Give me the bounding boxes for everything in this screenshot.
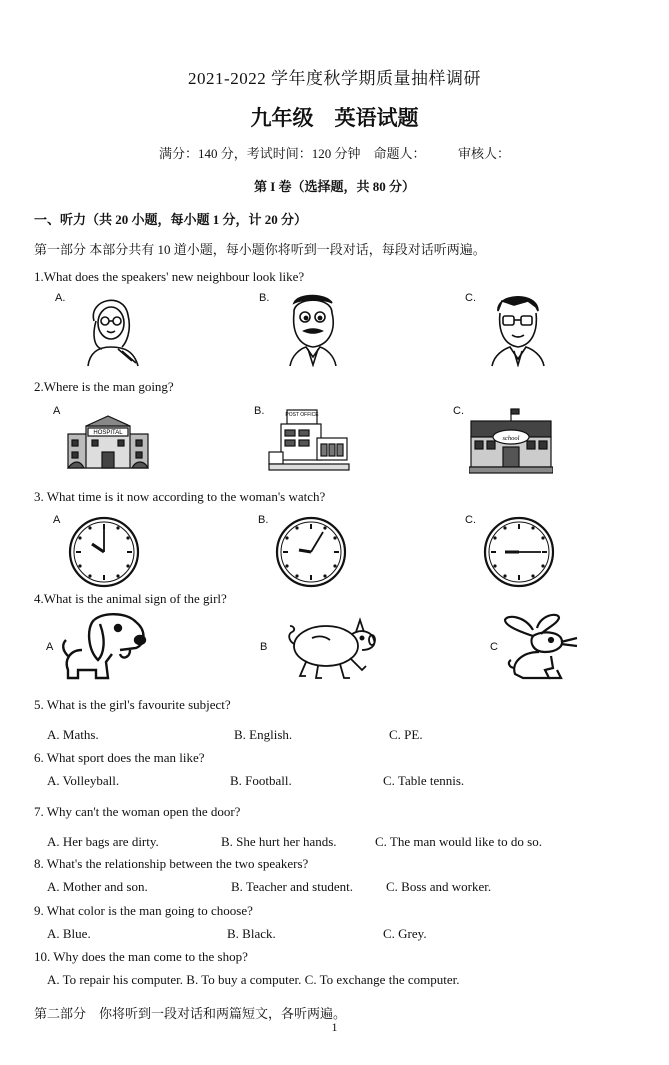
hospital-building-illustration bbox=[66, 412, 150, 470]
section-heading: 一、听力（共 20 小题，每小题 1 分，计 20 分） bbox=[34, 212, 308, 227]
question-4: 4.What is the animal sign of the girl? bbox=[34, 591, 227, 606]
option-b: B. English. bbox=[234, 727, 293, 742]
option-label: B bbox=[260, 641, 268, 653]
option-label: B. bbox=[258, 514, 269, 526]
rabbit-illustration bbox=[503, 612, 583, 684]
pig-illustration bbox=[282, 610, 378, 682]
option-a: A. Maths. bbox=[47, 727, 99, 742]
question-5: 5. What is the girl's favourite subject? bbox=[34, 697, 231, 712]
option-label: C. bbox=[465, 514, 476, 526]
question-2: 2.Where is the man going? bbox=[34, 379, 174, 394]
question-9: 9. What color is the man going to choose? bbox=[34, 903, 253, 918]
watch-c-illustration bbox=[483, 516, 555, 588]
question-8: 8. What's the relationship between the two speakers? bbox=[34, 856, 309, 871]
option-a: A. Mother and son. bbox=[47, 879, 148, 894]
option-c: C. PE. bbox=[389, 727, 423, 742]
option-label: A bbox=[53, 405, 61, 417]
option-b: B. Teacher and student. bbox=[231, 879, 353, 894]
page-number: 1 bbox=[331, 1020, 338, 1034]
school-sign: school bbox=[502, 435, 520, 442]
question-10: 10. Why does the man come to the shop? bbox=[34, 949, 248, 964]
question-1: 1.What does the speakers' new neighbour look like? bbox=[34, 269, 305, 284]
option-label: A bbox=[53, 514, 61, 526]
option-b: B. She hurt her hands. bbox=[221, 834, 337, 849]
option-label: C bbox=[490, 641, 498, 653]
option-c: C. Table tennis. bbox=[383, 773, 465, 788]
watch-b-illustration bbox=[275, 516, 347, 588]
part1-intro: 第一部分 本部分共有 10 道小题，每小题你将听到一段对话，每段对话听两遍。 bbox=[34, 242, 486, 257]
man-bald-mustache-illustration bbox=[286, 291, 340, 367]
option-label: C. bbox=[465, 292, 476, 304]
watch-a-illustration bbox=[68, 516, 140, 588]
question-3: 3. What time is it now according to the woman's watch? bbox=[34, 489, 326, 504]
school-building-illustration bbox=[469, 407, 553, 475]
post-office-sign: POST OFFICE bbox=[285, 412, 319, 418]
option-b: B. Black. bbox=[227, 926, 276, 941]
woman-with-glasses-illustration bbox=[78, 291, 148, 367]
exam-title: 2021-2022 学年度秋学期质量抽样调研 bbox=[188, 69, 481, 88]
question-6: 6. What sport does the man like? bbox=[34, 750, 205, 765]
option-a: A. Her bags are dirty. bbox=[47, 834, 159, 849]
option-label: A bbox=[46, 641, 54, 653]
part2-intro: 第二部分 你将听到一段对话和两篇短文，各听两遍。 bbox=[34, 1006, 347, 1021]
option-label: C. bbox=[453, 405, 464, 417]
volume-title: 第 I 卷（选择题，共 80 分） bbox=[253, 179, 416, 194]
option-c: C. Grey. bbox=[383, 926, 427, 941]
option-c: C. Boss and worker. bbox=[386, 879, 492, 894]
post-office-building-illustration bbox=[267, 408, 351, 474]
dog-illustration bbox=[60, 610, 150, 684]
option-label: A. bbox=[55, 292, 66, 304]
option-b: B. Football. bbox=[230, 773, 292, 788]
hospital-sign: HOSPITAL bbox=[93, 430, 123, 436]
option-a: A. Blue. bbox=[47, 926, 91, 941]
question-7: 7. Why can't the woman open the door? bbox=[34, 804, 241, 819]
option-a: A. Volleyball. bbox=[47, 773, 120, 788]
option-label: B. bbox=[254, 405, 265, 417]
option-line: A. To repair his computer. B. To buy a computer. C. To exchange the computer. bbox=[47, 972, 460, 987]
man-with-glasses-illustration bbox=[488, 291, 548, 367]
option-c: C. The man would like to do so. bbox=[375, 834, 542, 849]
exam-meta: 满分：140 分，考试时间：120 分钟 命题人： 审核人： bbox=[158, 146, 510, 161]
exam-subtitle: 九年级 英语试题 bbox=[250, 106, 419, 130]
option-label: B. bbox=[259, 292, 270, 304]
